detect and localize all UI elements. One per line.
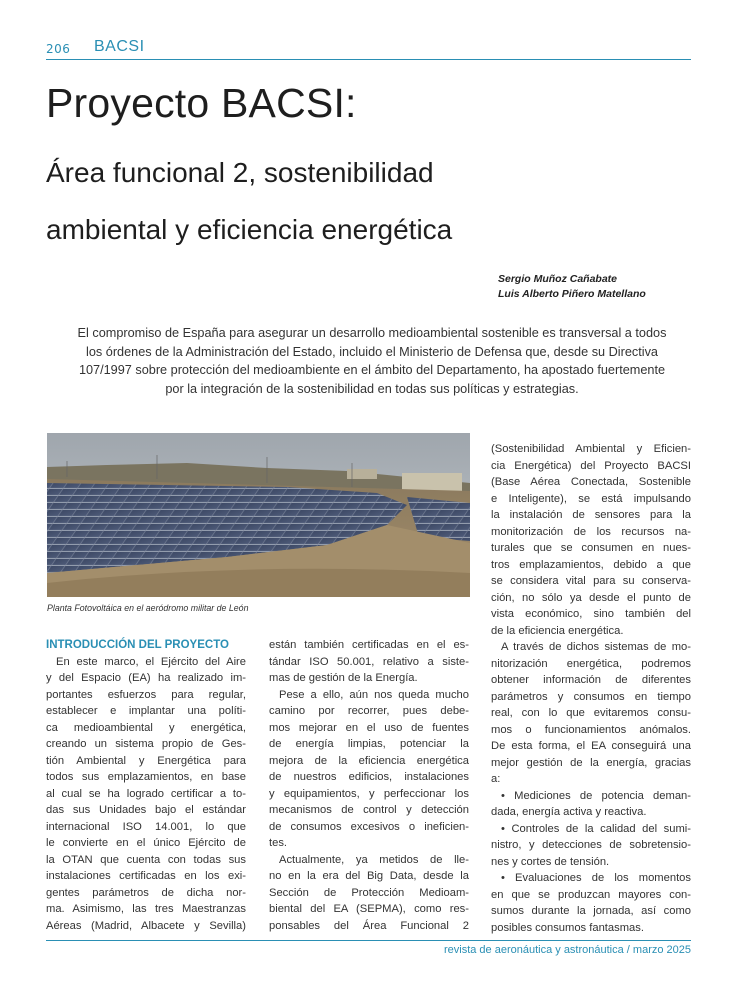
text-line: la OTAN que cuenta con todas sus [46,853,246,866]
subtitle-line: Área funcional 2, sostenibilidad [46,157,434,188]
text-column-2 [269,637,469,934]
text-line: se considera vital para su conserva- [491,575,691,587]
paragraph [46,654,246,671]
paragraph-indent [269,687,469,704]
text-line: creando un sistema propio de Ges- [46,738,246,750]
text-line: mos mejorar en el uso de fuentes [269,721,469,734]
photo-caption: Planta Fotovoltáica en el aeródromo militar de León [47,603,249,613]
text-line: le convierte en el único Ejército de [46,837,246,849]
text-line: real, con lo que evitaremos consu- [491,707,691,719]
text-line: mejora de la eficiencia energética [269,754,469,767]
text-line: (Base Aérea Conectada, Sostenible [491,476,691,488]
text-line: camino por recorrer, pues debe- [269,705,469,717]
text-line: obtener información de diferentes [491,674,691,686]
text-line: • Controles de la calidad del sumi- [501,822,691,835]
solar-plant-photo [47,433,470,597]
text-line: biental del EA (SEPMA), como res- [269,903,469,915]
text-column-3 [491,441,691,936]
text-line: gentes parámetros de dicha nor- [46,886,246,899]
text-line: • Evaluaciones de los momentos [501,872,691,884]
lead-line: 107/1997 sobre protección del medioambiente en el ámbito del Departamento, ha apostado fuertemente [78,363,666,377]
footer-rule [46,940,691,941]
text-line: al cual se ha logrado certificar a to- [46,787,246,800]
text-line: A través de dichos sistemas de mo- [501,641,691,653]
text-line: mas de gestión de la Energía. [269,672,418,684]
text-line: mos o funcionamientos anómalos. [491,723,691,736]
text-line: das sus Unidades bajo el estándar [46,804,246,816]
text-line: parámetros y consumos en tiempo [491,690,691,703]
text-line: a: [491,773,501,785]
text-line: establecer e implantar una políti- [46,705,246,717]
text-line: y del Espacio (EA) ha realizado im- [46,672,246,684]
text-line: e Inteligente), se está impulsando [491,492,691,505]
author-list [498,272,646,302]
text-line: tes. [269,837,288,849]
text-line: Sección de Protección Medioam- [269,886,469,899]
author-name: Sergio Muñoz Cañabate [498,273,618,285]
text-line: instalaciones certificadas en los exi- [46,870,246,882]
subtitle-line: ambiental y eficiencia energética [46,214,453,245]
text-line: de la eficiencia energética. [491,624,624,637]
text-line: ción, no sólo ya desde el punto de [491,591,691,604]
author-name: Luis Alberto Piñero Matellano [498,288,646,300]
text-line: sumos durante la jornada, así como [491,905,691,917]
bullet-item [491,870,691,887]
lead-line: El compromiso de España para asegurar un desarrollo medioambiental sostenible es transversal a todos [77,326,667,340]
text-line: nitorización energética, podremos [491,657,691,670]
article-title: Proyecto BACSI: [46,80,357,126]
text-line: y equipamientos, y perfeccionar los [269,787,469,800]
text-line: cia Energética) del Proyecto BACSI [491,459,691,472]
header-rule [46,59,691,60]
text-line: no en la era del Big Data, desde la [269,870,469,882]
text-line: internacional ISO 14.001, lo que [46,820,246,833]
running-header [46,38,691,60]
paragraph-indent [491,639,691,656]
lead-line: por la integración de la sostenibilidad en todas sus políticas y estrategias. [165,381,579,396]
text-line: tros emplazamientos, debido a que [491,558,691,571]
lead-line: los órdenes de la Administración del Estado, incluido el Ministerio de Defensa que, desde su Directiva [86,344,658,359]
text-line: tión Ambiental y Energética para [46,754,246,767]
text-line: monitorización de los recursos na- [491,525,691,538]
text-line: posibles consumos fantasmas. [491,921,644,934]
text-line: de nuestros edificios, instalaciones [269,771,469,783]
text-line: mejor gestión de la energía, gracias [491,756,691,769]
bullet-item [491,821,691,838]
text-line: turales que se consumen en nues- [491,542,691,554]
lead-paragraph [52,324,692,398]
text-line: De esta forma, el EA conseguirá una [491,740,691,752]
footer-text: revista de aeronáutica y astronáutica / marzo 2025 [443,944,691,956]
text-line: Actualmente, ya metidos de lle- [279,853,469,866]
text-line: En este marco, el Ejército del Aire [56,655,246,668]
text-line: tándar ISO 50.001, relativo a siste- [269,655,469,668]
text-line: están también certificadas en el es- [269,639,469,651]
text-line: dada, energía activa y reactiva. [491,806,647,818]
text-line: todos sus emplazamientos, en base [46,771,246,783]
text-line: (Sostenibilidad Ambiental y Eficien- [491,443,691,455]
text-line: portantes esfuerzos para regular, [46,688,246,701]
section-heading: INTRODUCCIÓN DEL PROYECTO [46,639,229,651]
bullet-item [491,788,691,805]
text-line: ca medioambiental y energética, [46,721,246,734]
text-line: la instalación de sensores para la [491,509,691,521]
text-line: ponsables del Área Funcional 2 [269,919,469,932]
text-line: Pese a ello, aún nos queda mucho [279,688,469,701]
section-label: BACSI [94,38,145,55]
text-line: vista económico, sino también del [491,608,691,620]
text-line: nistro, y detecciones de sobretensio- [491,839,691,851]
article-subtitle [46,144,686,258]
text-column-1 [46,637,246,934]
paragraph-indent [269,852,469,869]
text-line: nes y cortes de tensión. [491,855,610,868]
text-line: de energía limpias, potenciar la [269,738,469,750]
text-line: ma. Asimismo, las tres Maestranzas [46,903,246,915]
text-line: de consumos excesivos o ineficien- [269,820,469,833]
page-number: 206 [46,42,71,56]
text-line: mecanismos de control y detección [269,804,469,816]
running-footer [46,940,691,956]
text-line: • Mediciones de potencia deman- [501,789,691,802]
text-line: en que se produzcan mayores con- [491,888,691,901]
text-line: Aéreas (Madrid, Albacete y Sevilla) [46,919,246,932]
